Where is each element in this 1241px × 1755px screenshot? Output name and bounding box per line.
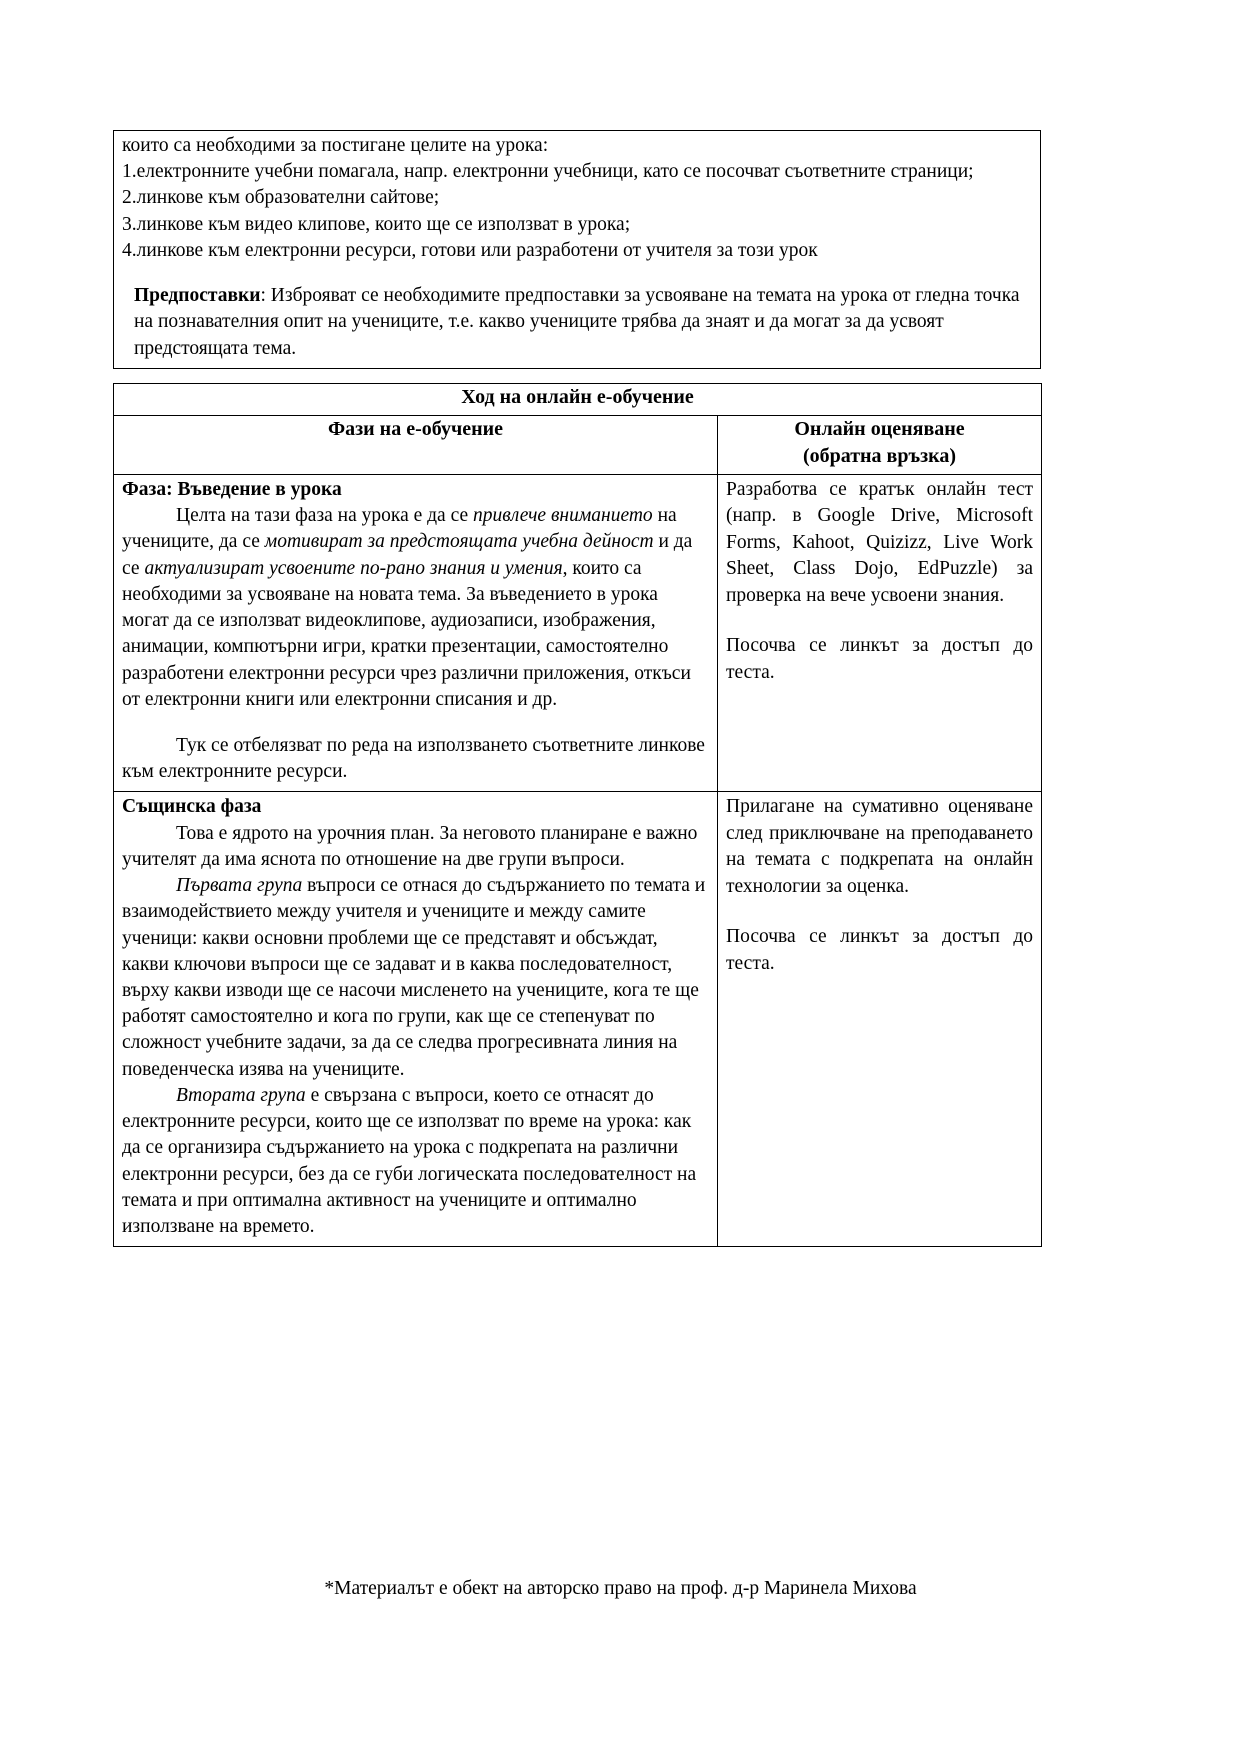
assessment-paragraph: Разработва се кратък онлайн тест (напр. в Google Drive, Microsoft Forms, Kahoot, Quizizz, Live Work Sheet, Class Dojo, EdPuzzle) за проверка на вече усвоени знания.: [726, 479, 1034, 606]
phase-title: Същинска фаза: [122, 796, 262, 818]
intro-table: [113, 130, 1041, 369]
prerequisites-colon: :: [260, 285, 266, 307]
phase-paragraph: Това е ядрото на урочния план. За неговото планиране е важно учителят да има яснота по отношение на две групи въпроси.: [122, 822, 698, 870]
footer: [0, 1578, 1241, 1600]
table-row: [114, 792, 1042, 1247]
assessment-cell-main: [718, 792, 1042, 1247]
course-table-banner-row: [114, 384, 1042, 416]
course-table: [113, 383, 1042, 1247]
phase-cell-introduction: [114, 475, 718, 792]
prerequisites-label: Предпоставки: [134, 285, 261, 307]
column-header-phases-label: Фази на е-обучение: [327, 418, 504, 441]
phase-paragraph: Тук се отбелязват по реда на използването съответните линкове към електронните ресурси.: [122, 735, 705, 783]
intro-item-2: 2.линкове към образователни сайтове;: [122, 187, 440, 209]
assessment-paragraph-spacer: [726, 609, 1033, 633]
intro-lead-line: които са необходими за постигане целите на урока:: [122, 135, 549, 156]
phase-paragraph-spacer: [122, 713, 709, 733]
phase-cell-main: [114, 792, 718, 1247]
assessment-paragraph: Прилагане на сумативно оценяване след приключване на преподаването на темата с подкрепата на онлайн технологии за оценка.: [726, 796, 1034, 897]
table-row: [114, 131, 1041, 369]
phase-paragraph: Първата група въпроси се отнася до съдържанието по темата и взаимодействието между учителя и учениците и между самите ученици: какви основни проблеми ще се представят и обсъждат, какви ключови въпроси ще се задават и в каква последователност, върху какви изводи ще се насочи мисленето на учениците, кога те ще работят самостоятелно и кога по групи, как ще се степенуват по сложност учебните задачи, за да се следва прогресивната линия на поведенческа изява на учениците.: [122, 875, 706, 1080]
table-gap: [113, 369, 1041, 383]
prerequisites-text: Изброяват се необходимите предпоставки за усвояване на темата на урока от гледна точка на познавателния опит на учениците, т.е. какво учениците трябва да знаят и да могат за да усвоят предстоящата тема.: [134, 285, 1020, 359]
column-header-assessment: [718, 416, 1042, 475]
table-row: [114, 475, 1042, 792]
column-header-phases: [114, 416, 718, 475]
phase-title: Фаза: Въведение в урока: [122, 479, 342, 501]
assessment-paragraph: Посочва се линкът за достъп до теста.: [726, 926, 1034, 974]
phase-paragraph: Втората група е свързана с въпроси, което се отнасят до електронните ресурси, които ще се използват по време на урока: как да се организира съдържанието на урока с подкрепата на различни електронни ресурси, без да се губи логическата последователност на темата и при оптимална активност на учениците и оптимално използване на времето.: [122, 1084, 697, 1237]
intro-spacer: [122, 264, 1032, 283]
prerequisites-paragraph: [122, 283, 1032, 362]
copyright-note: *Материалът е обект на авторско право на проф. д-р Маринела Михова: [324, 1578, 917, 1599]
column-header-assessment-label: Онлайн оценяване: [794, 418, 965, 441]
intro-cell: [114, 131, 1041, 369]
intro-item-3: 3.линкове към видео клипове, които ще се използват в урока;: [122, 213, 631, 235]
course-table-header-row: [114, 416, 1042, 475]
assessment-paragraph-spacer: [726, 900, 1033, 924]
assessment-cell-introduction: [718, 475, 1042, 792]
intro-item-1: 1.електронните учебни помагала, напр. електронни учебници, като се посочват съответните страници;: [122, 161, 974, 183]
phase-paragraph: Целта на тази фаза на урока е да се привлече вниманието на учениците, да се мотивират за предстоящата учебна дейност и да се актуализират усвоените по-рано знания и умения, които са необходими за усвояване на новата тема. За въведението в урока могат да се използват видеоклипове, аудиозаписи, изображения, анимации, компютърни игри, кратки презентации, самостоятелно разработени електронни ресурси чрез различни приложения, откъси от електронни книги или електронни списания и др.: [122, 505, 693, 710]
column-header-assessment-sublabel: (обратна връзка): [802, 445, 957, 468]
intro-item-4: 4.линкове към електронни ресурси, готови или разработени от учителя за този урок: [122, 239, 818, 261]
document-body: [113, 130, 1041, 1247]
assessment-paragraph: Посочва се линкът за достъп до теста.: [726, 635, 1034, 683]
course-table-banner: Ход на онлайн е-обучение: [114, 384, 1042, 416]
